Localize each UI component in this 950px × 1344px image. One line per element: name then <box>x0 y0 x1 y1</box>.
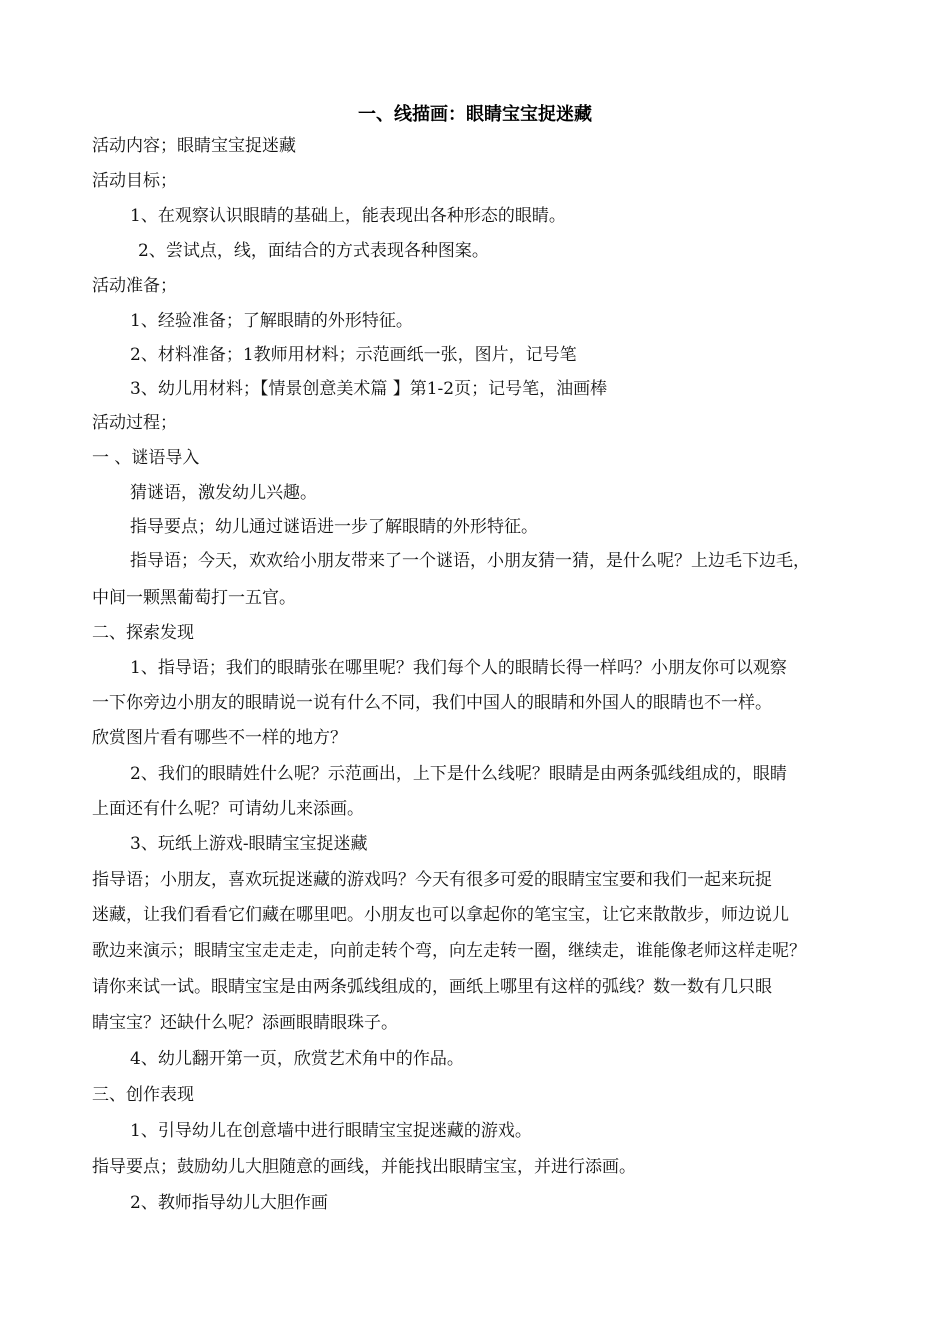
text-line: 迷藏，让我们看看它们藏在哪里吧。小朋友也可以拿起你的笔宝宝，让它来散散步，师边说儿 <box>92 905 789 925</box>
text-line: 指导要点；幼儿通过谜语进一步了解眼睛的外形特征。 <box>130 517 538 537</box>
text-line: 请你来试一试。眼睛宝宝是由两条弧线组成的，画纸上哪里有这样的弧线？数一数有几只眼 <box>92 977 772 997</box>
text-line: 二、探索发现 <box>92 623 194 643</box>
text-line: 活动过程； <box>92 413 177 433</box>
text-line: 欣赏图片看有哪些不一样的地方？ <box>92 728 347 748</box>
text-line: 指导语；小朋友，喜欢玩捉迷藏的游戏吗？今天有很多可爱的眼睛宝宝要和我们一起来玩捉 <box>92 870 772 890</box>
text-line: 一下你旁边小朋友的眼睛说一说有什么不同，我们中国人的眼睛和外国人的眼睛也不一样。 <box>92 693 772 713</box>
text-line: 2、我们的眼睛姓什么呢？示范画出，上下是什么线呢？眼睛是由两条弧线组成的，眼睛 <box>130 764 787 784</box>
text-line: 指导语；今天，欢欢给小朋友带来了一个谜语，小朋友猜一猜，是什么呢？上边毛下边毛， <box>130 551 810 571</box>
text-line: 4、幼儿翻开第一页，欣赏艺术角中的作品。 <box>130 1049 464 1069</box>
text-line: 2、教师指导幼儿大胆作画 <box>130 1193 328 1213</box>
text-line: 1、在观察认识眼睛的基础上，能表现出各种形态的眼睛。 <box>130 206 566 226</box>
text-line: 中间一颗黑葡萄打一五官。 <box>92 588 296 608</box>
text-line: 上面还有什么呢？可请幼儿来添画。 <box>92 799 364 819</box>
text-line: 3、玩纸上游戏-眼睛宝宝捉迷藏 <box>130 834 368 854</box>
text-line: 歌边来演示；眼睛宝宝走走走，向前走转个弯，向左走转一圈，继续走，谁能像老师这样走呢？ <box>92 941 806 961</box>
text-line: 睛宝宝？还缺什么呢？添画眼睛眼珠子。 <box>92 1013 398 1033</box>
text-line: 2、材料准备；1教师用材料；示范画纸一张，图片，记号笔 <box>130 345 577 365</box>
text-line: 1、指导语；我们的眼睛张在哪里呢？我们每个人的眼睛长得一样吗？小朋友你可以观察 <box>130 658 787 678</box>
text-line: 猜谜语，激发幼儿兴趣。 <box>130 483 317 503</box>
text-line: 活动目标； <box>92 171 177 191</box>
text-line: 1、引导幼儿在创意墙中进行眼睛宝宝捉迷藏的游戏。 <box>130 1121 532 1141</box>
text-line: 2、尝试点，线，面结合的方式表现各种图案。 <box>138 241 489 261</box>
text-line: 1、经验准备；了解眼睛的外形特征。 <box>130 311 413 331</box>
text-line: 三、创作表现 <box>92 1085 194 1105</box>
document-title: 一、线描画：眼睛宝宝捉迷藏 <box>358 104 592 125</box>
text-line: 一 、谜语导入 <box>92 448 200 468</box>
text-line: 指导要点；鼓励幼儿大胆随意的画线，并能找出眼睛宝宝，并进行添画。 <box>92 1157 636 1177</box>
text-line: 活动准备； <box>92 276 177 296</box>
text-line: 活动内容；眼睛宝宝捉迷藏 <box>92 136 296 156</box>
text-line: 3、幼儿用材料；【情景创意美术篇 】第1-2页；记号笔，油画棒 <box>130 379 608 399</box>
